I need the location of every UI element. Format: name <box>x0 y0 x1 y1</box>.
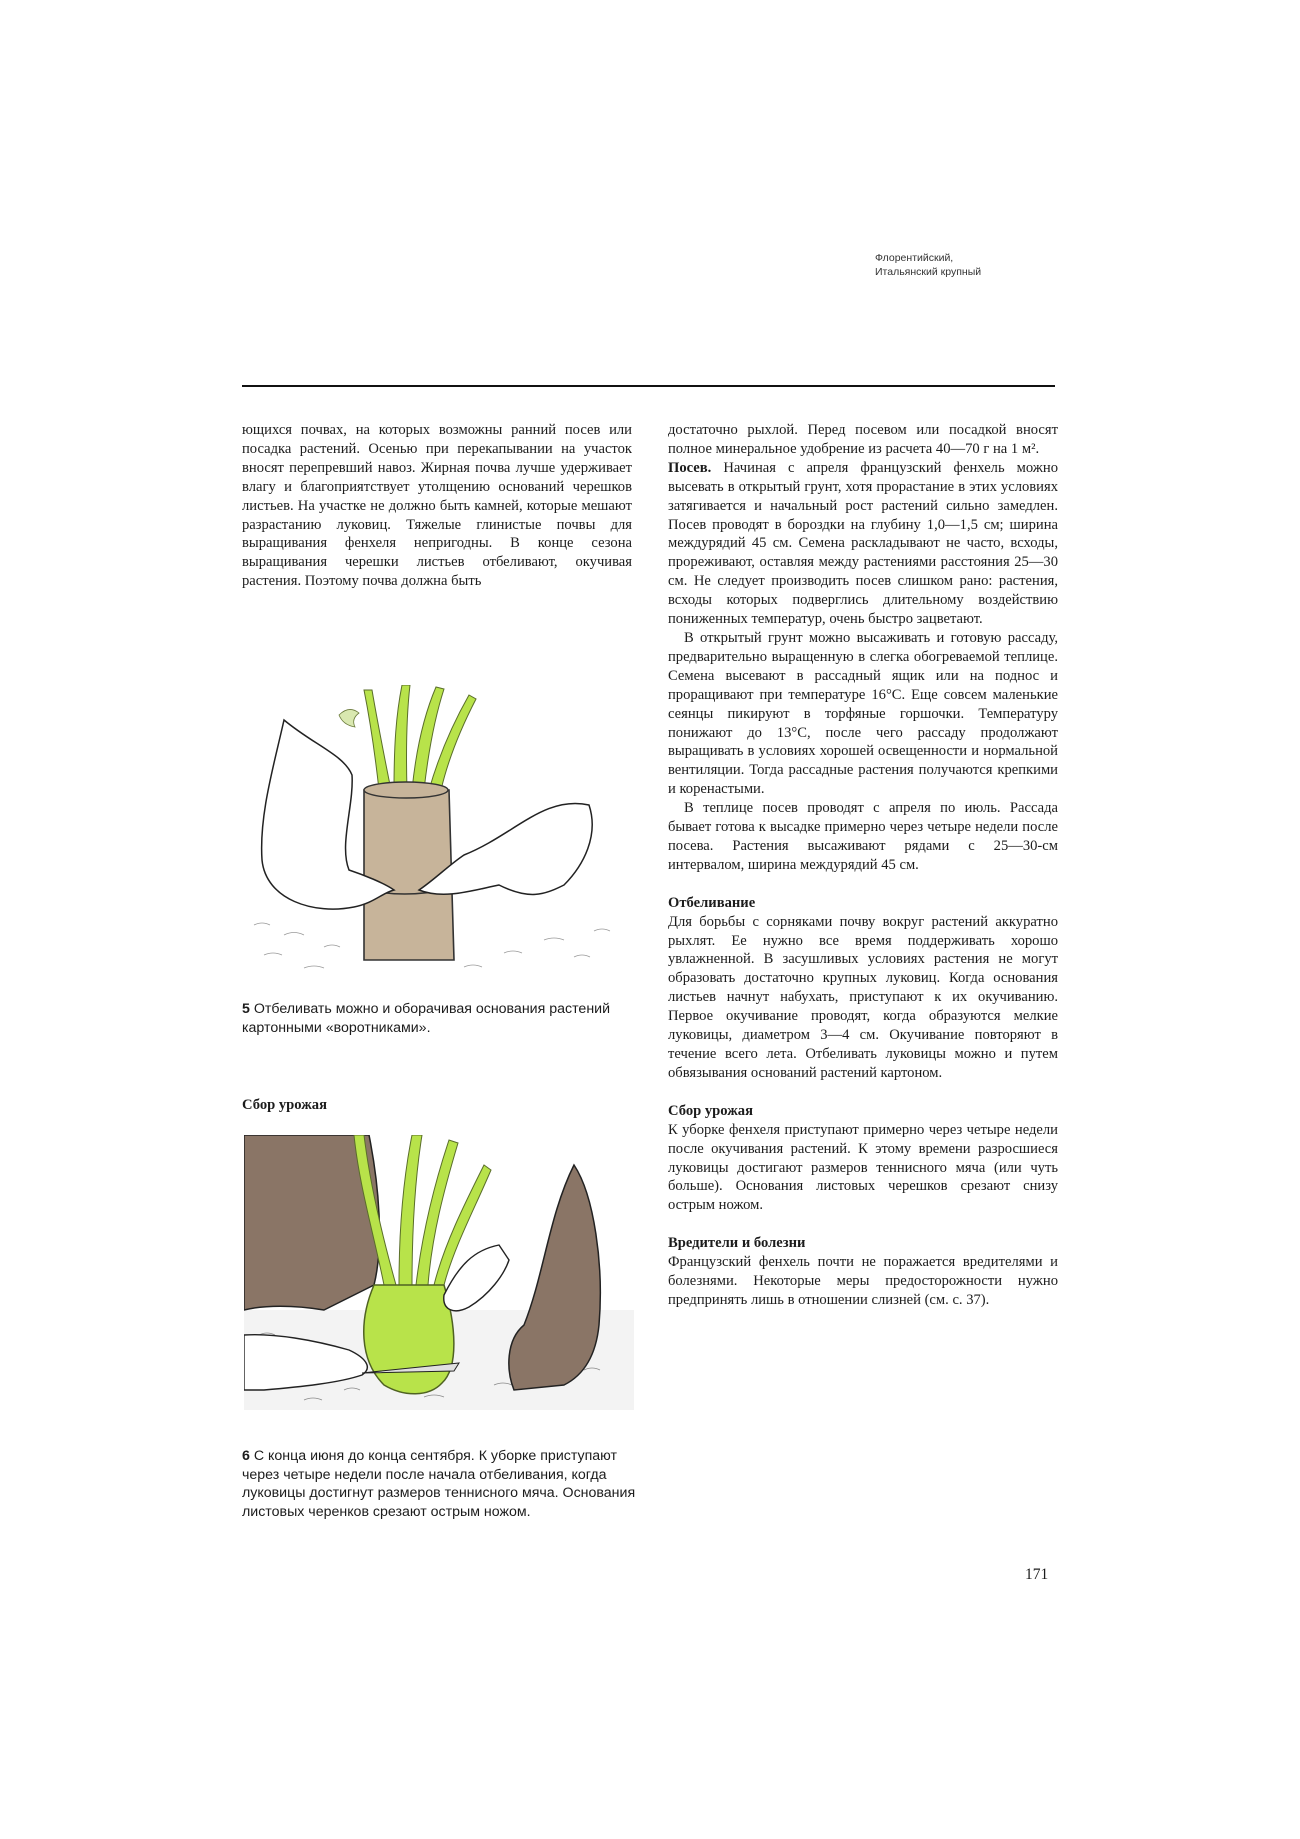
pests-heading: Вредители и болезни <box>668 1235 806 1252</box>
header-caption-line-2: Итальянский крупный <box>875 266 982 278</box>
page-number: 171 <box>1025 1566 1049 1583</box>
figure-6-number: 6 <box>242 1448 250 1464</box>
right-column-text <box>668 421 1058 1310</box>
figure-6-caption-text: С конца июня до конца сентября. К уборке приступают через четыре недели после начала отбеливания, когда луковицы достигнут размеров теннисного мяча. Основания листовых черенков срезают острым ножом. <box>242 1448 636 1520</box>
left-column-paragraph: ющихся почвах, на которых возможны ранний посев или посадка растений. Осенью при перекапывании на участок вносят перепревший навоз. Жирная почва лучше удерживает влагу и благоприятствует утолщению оснований черешков листьев. На участке не должно быть камней, которые мешают разрастанию луковиц. Тяжелые глинистые почвы для выращивания фенхеля непригодны. В конце сезона выращивания черешки листьев отбеливают, окучивая растения. Поэтому почва должна быть <box>242 422 632 590</box>
right-paragraph-sowing <box>668 459 1058 629</box>
right-paragraph-4: В теплице посев проводят с апреля по июль. Рассада бывает готова к высадке примерно через четыре недели после посева. Растения высаживают рядами с 25—30-см интервалом, ширина междурядий 45 см. <box>668 800 1058 873</box>
left-column-text <box>242 421 632 591</box>
harvest-text: К уборке фенхеля приступают примерно через четыре недели после окучивания растений. К этому времени разросшиеся луковицы достигают размеров теннисного мяча (или чуть больше). Основания листовых черешков срезают снизу острым ножом. <box>668 1121 1058 1214</box>
right-paragraph-1: достаточно рыхлой. Перед посевом или посадкой вносят полное минеральное удобрение из расчета 40—70 г на 1 м². <box>668 422 1058 457</box>
bleaching-heading: Отбеливание <box>668 894 756 911</box>
sowing-text: Начиная с апреля французский фенхель можно высевать в открытый грунт, хотя прорастание в этих условиях затягивается и начальный рост растений сильно замедлен. Посев проводят в бороздки на глубину 1,0—1,5 см; ширина междурядий 45 см. Семена раскладывают не часто, всходы, прореживают, оставляя между растениями расстояния 25—30 см. Не следует производить посев слишком рано: растения, всходы которых подверглись длительному воздействию пониженных температур, очень быстро зацветают. <box>668 459 1059 628</box>
figure-5-caption <box>242 1000 637 1037</box>
figure-6-illustration <box>244 1135 634 1415</box>
figure-5-illustration <box>244 685 634 978</box>
harvest-heading: Сбор урожая <box>668 1102 754 1119</box>
right-paragraph-3: В открытый грунт можно высаживать и готовую рассаду, предварительно выращенную в слегка обогреваемой теплице. Семена высевают в рассадный ящик или на поднос и проращивают при температуре 16°С. Еще совсем маленькие сеянцы пикируют в торфяные горшочки. Температуру понижают до 13°С, после чего рассаду продолжают выращивать в условиях хорошей освещенности и нормальной вентиляции. Тогда рассадные растения получаются крепкими и коренастыми. <box>668 629 1058 798</box>
left-section-heading: Сбор урожая <box>242 1097 328 1113</box>
header-caption <box>875 251 1075 279</box>
figure-6-caption <box>242 1447 637 1521</box>
horizontal-rule <box>242 385 1055 387</box>
figure-5-number: 5 <box>242 1001 250 1017</box>
sowing-runin-heading: Посев. <box>668 459 712 476</box>
figure-5-caption-text: Отбеливать можно и оборачивая основания растений картонными «воротниками». <box>242 1001 610 1036</box>
header-caption-line-1: Флорентийский, <box>875 252 954 264</box>
pests-text: Французский фенхель почти не поражается вредителями и болезнями. Некоторые меры предосторожности нужно предпринять лишь в отношении слизней (см. с. 37). <box>668 1254 1058 1308</box>
bleaching-text: Для борьбы с сорняками почву вокруг растений аккуратно рыхлят. Ее нужно все время поддерживать хорошо увлажненной. В засушливых условиях растения не могут образовать достаточно крупных луковиц. Когда основания листьев начнут набухать, приступают к их окучиванию. Первое окучивание проводят, когда образуются мелкие луковицы, диаметром 3—4 см. Окучивание повторяют в течение всего лета. Отбеливать луковицы можно и путем обвязывания оснований растений картоном. <box>668 913 1058 1081</box>
